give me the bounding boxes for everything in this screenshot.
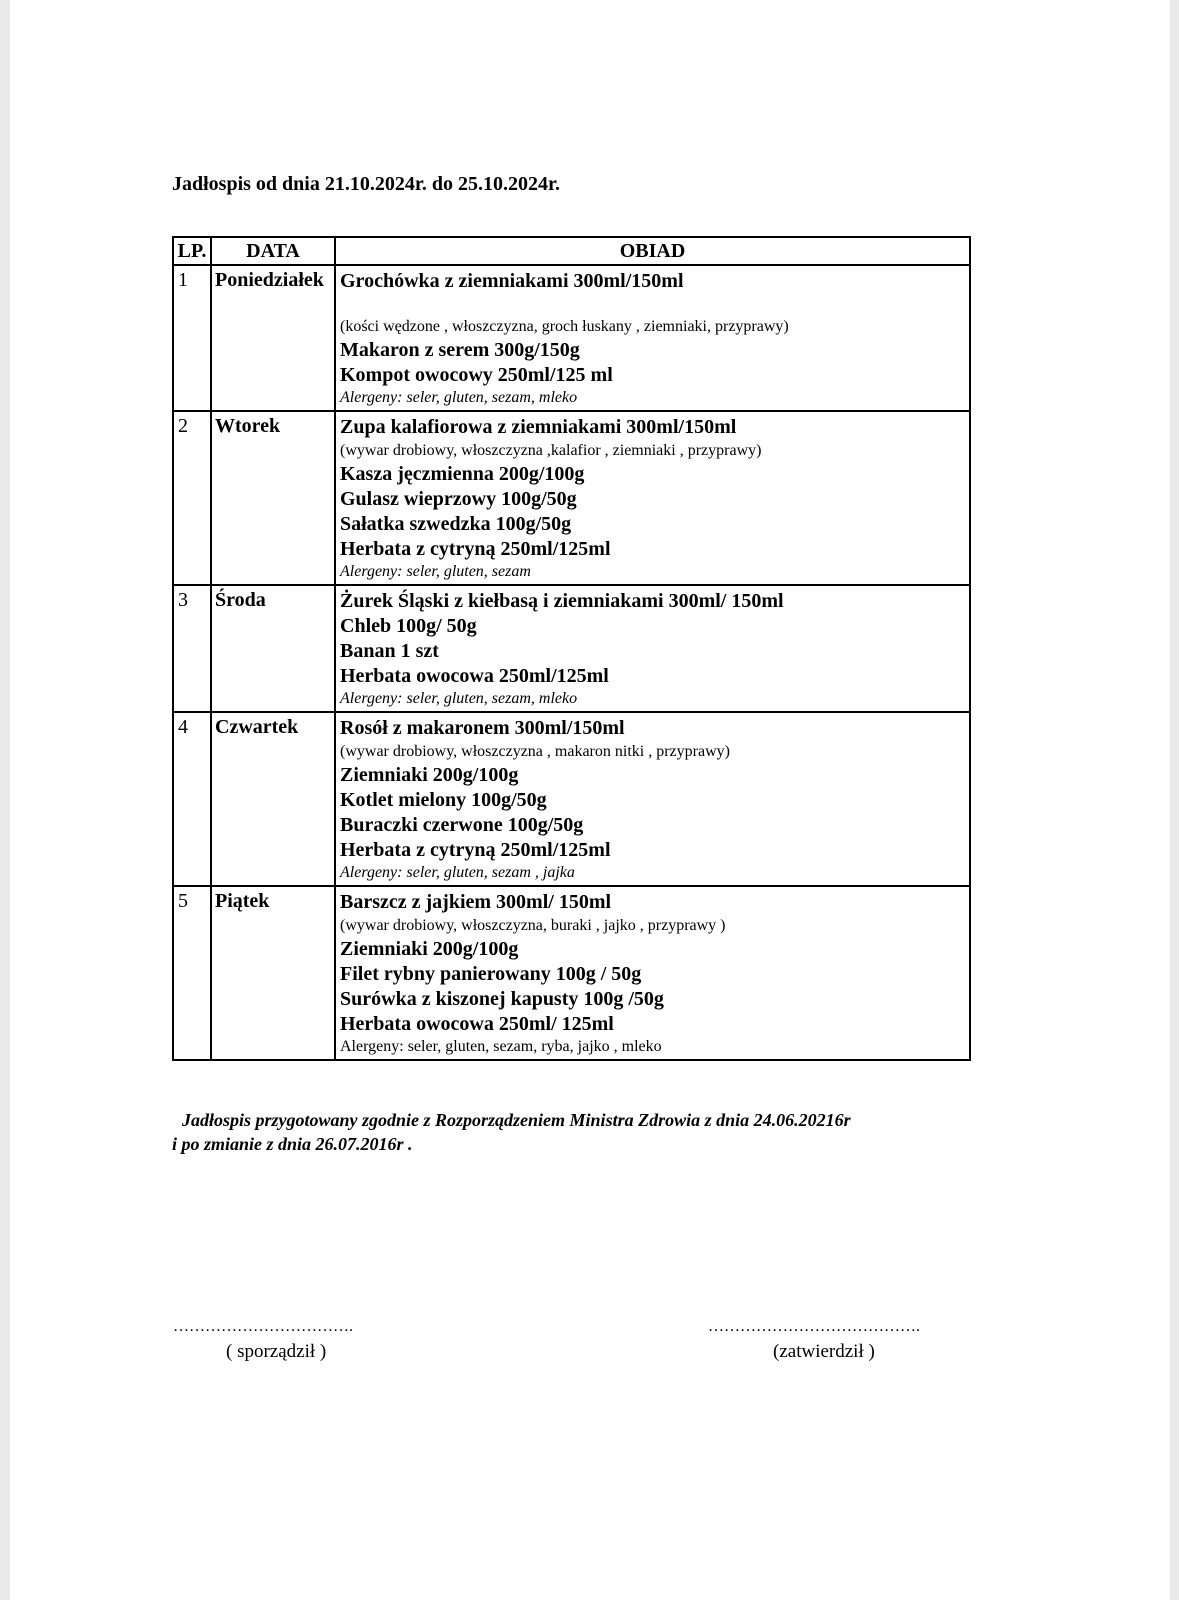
- document-page: [10, 0, 1170, 1600]
- header-lp: LP.: [173, 237, 211, 265]
- row-number: 1: [173, 265, 211, 411]
- row-meal-cell: [335, 585, 970, 712]
- table-header-row: [173, 237, 970, 265]
- row-meal-cell: [335, 712, 970, 886]
- table-row: [173, 886, 970, 1060]
- table-row: [173, 411, 970, 585]
- regulation-note-line1: Jadłospis przygotowany zgodnie z Rozporządzeniem Ministra Zdrowia z dnia 24.06.20216r: [182, 1110, 851, 1130]
- soup-ingredients: (kości wędzone , włoszczyzna, groch łuskany , ziemniaki, przyprawy): [340, 318, 789, 335]
- row-meal-cell: [335, 886, 970, 1060]
- dish: Chleb 100g/ 50g: [340, 615, 477, 637]
- dish: Banan 1 szt: [340, 640, 439, 662]
- row-number: 3: [173, 585, 211, 712]
- dish: Ziemniaki 200g/100g: [340, 938, 519, 960]
- row-number: 4: [173, 712, 211, 886]
- dish: Makaron z serem 300g/150g: [340, 339, 580, 361]
- soup-ingredients: (wywar drobiowy, włoszczyzna, buraki , jajko , przyprawy ): [340, 917, 726, 934]
- dish: Sałatka szwedzka 100g/50g: [340, 513, 572, 535]
- row-meal-cell: [335, 265, 970, 411]
- dish: Buraczki czerwone 100g/50g: [340, 814, 584, 836]
- table-row: [173, 712, 970, 886]
- dish: Herbata z cytryną 250ml/125ml: [340, 839, 611, 861]
- allergens: Alergeny: seler, gluten, sezam, mleko: [340, 690, 578, 707]
- dish: Kompot owocowy 250ml/125 ml: [340, 364, 613, 386]
- row-day: Piątek: [211, 886, 335, 1060]
- soup: Żurek Śląski z kiełbasą i ziemniakami 300ml/ 150ml: [340, 590, 784, 612]
- dish: Kasza jęczmienna 200g/100g: [340, 463, 585, 485]
- dish: Kotlet mielony 100g/50g: [340, 789, 547, 811]
- table-row: [173, 265, 970, 411]
- soup-ingredients: (wywar drobiowy, włoszczyzna , makaron nitki , przyprawy): [340, 743, 730, 760]
- dish: Ziemniaki 200g/100g: [340, 764, 519, 786]
- regulation-note-line2: i po zmianie z dnia 26.07.2016r .: [172, 1134, 413, 1154]
- dish: Herbata z cytryną 250ml/125ml: [340, 538, 611, 560]
- signature-line-left: …………………………….: [173, 1318, 353, 1335]
- dish: Surówka z kiszonej kapusty 100g /50g: [340, 988, 664, 1010]
- dish: Herbata owocowa 250ml/ 125ml: [340, 1013, 614, 1035]
- allergens: Alergeny: seler, gluten, sezam , jajka: [340, 864, 575, 881]
- soup: Rosół z makaronem 300ml/150ml: [340, 717, 625, 739]
- regulation-note: [172, 1108, 1002, 1156]
- menu-table: [172, 236, 971, 1061]
- page-title: Jadłospis od dnia 21.10.2024r. do 25.10.2024r.: [172, 173, 561, 195]
- table-row: [173, 585, 970, 712]
- row-day: Wtorek: [211, 411, 335, 585]
- allergens: Alergeny: seler, gluten, sezam: [340, 563, 531, 580]
- row-meal-cell: [335, 411, 970, 585]
- dish: Filet rybny panierowany 100g / 50g: [340, 963, 642, 985]
- row-number: 5: [173, 886, 211, 1060]
- dish: Herbata owocowa 250ml/125ml: [340, 665, 609, 687]
- header-date: DATA: [211, 237, 335, 265]
- allergens: Alergeny: seler, gluten, sezam, mleko: [340, 389, 578, 406]
- soup: Barszcz z jajkiem 300ml/ 150ml: [340, 891, 612, 913]
- dish: Gulasz wieprzowy 100g/50g: [340, 488, 577, 510]
- row-day: Środa: [211, 585, 335, 712]
- signature-label-prepared: ( sporządził ): [226, 1341, 327, 1362]
- row-day: Poniedziałek: [211, 265, 335, 411]
- header-meal: OBIAD: [335, 237, 970, 265]
- soup: Zupa kalafiorowa z ziemniakami 300ml/150ml: [340, 416, 737, 438]
- signature-line-right: ………………………………….: [708, 1318, 920, 1335]
- soup-ingredients: (wywar drobiowy, włoszczyzna ,kalafior , ziemniaki , przyprawy): [340, 442, 762, 459]
- soup: Grochówka z ziemniakami 300ml/150ml: [340, 270, 684, 292]
- allergens: Alergeny: seler, gluten, sezam, ryba, jajko , mleko: [340, 1038, 662, 1055]
- row-day: Czwartek: [211, 712, 335, 886]
- row-number: 2: [173, 411, 211, 585]
- signature-label-approved: (zatwierdził ): [773, 1341, 875, 1362]
